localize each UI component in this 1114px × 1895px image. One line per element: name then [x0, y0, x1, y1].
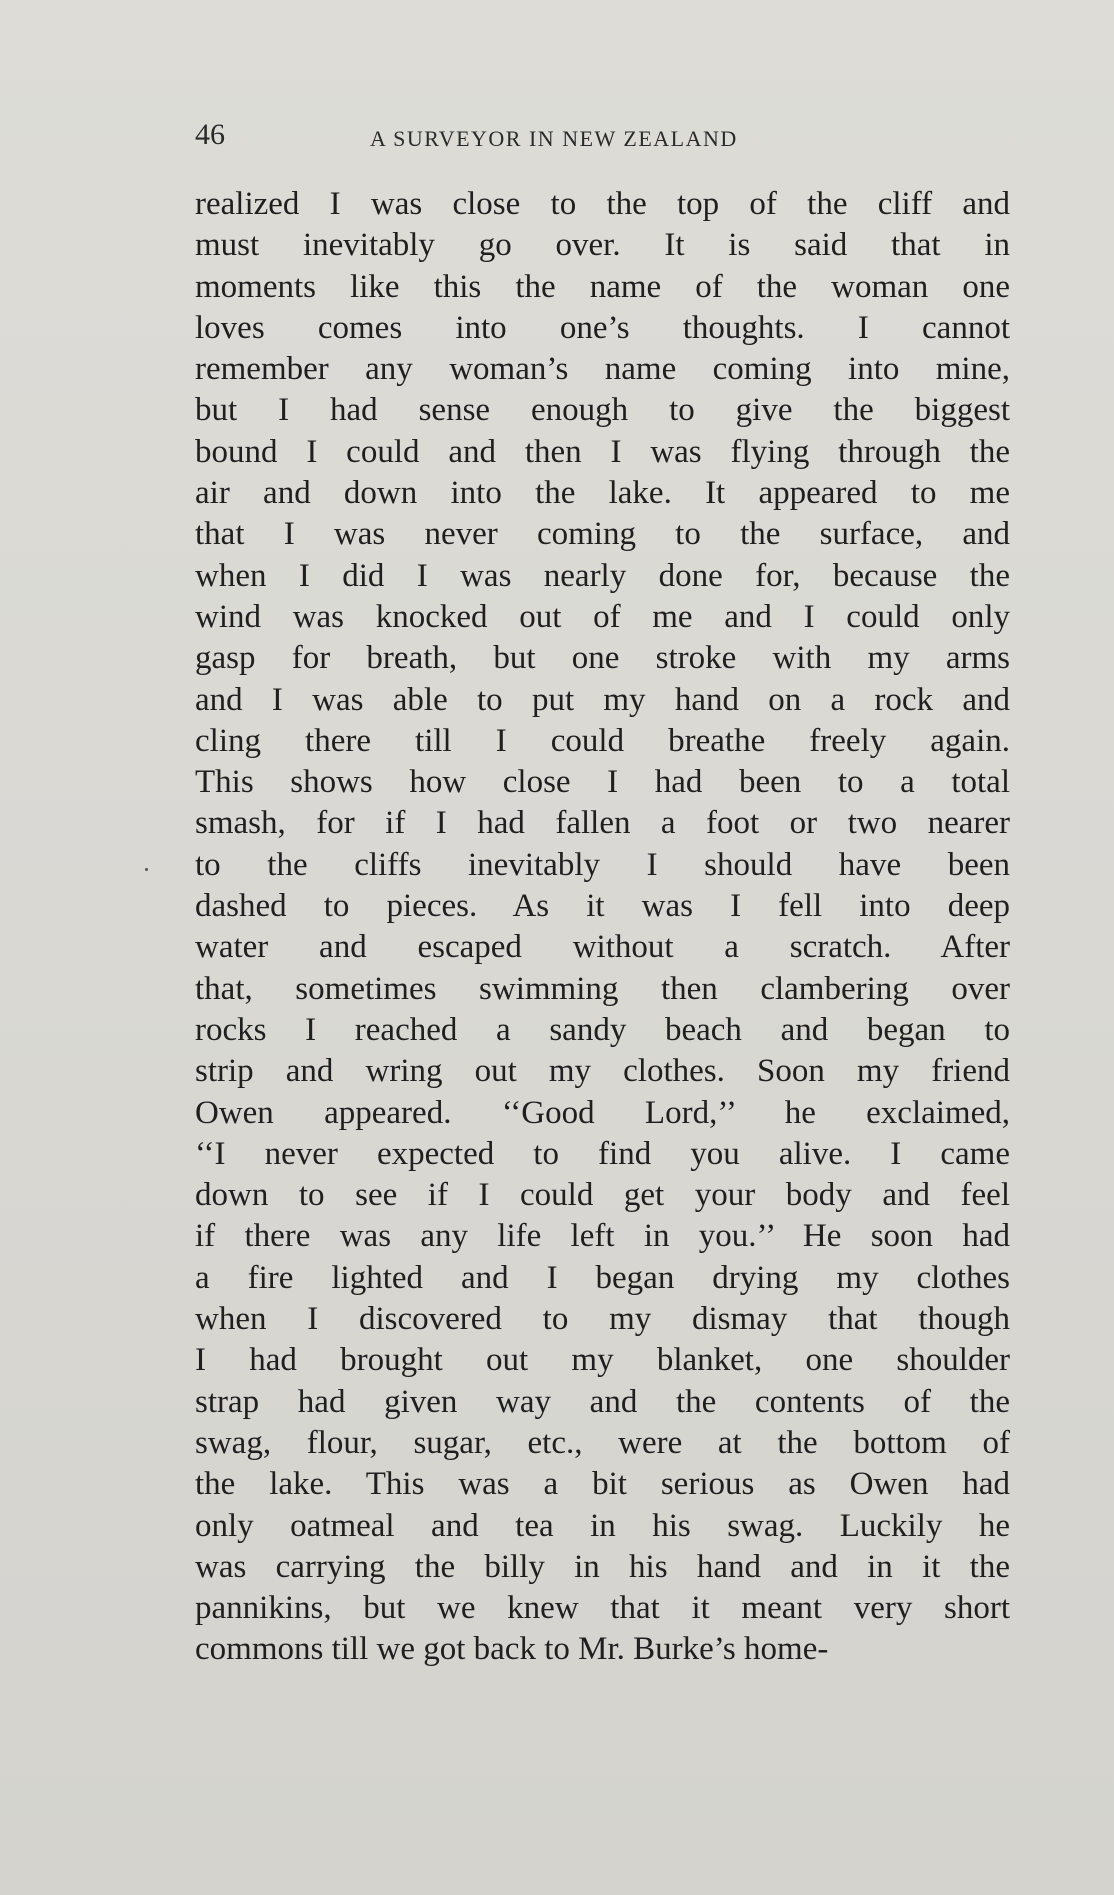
- text-line: bound I could and then I was flying through the: [195, 433, 1010, 470]
- text-line: that I was never coming to the surface, and: [195, 516, 1010, 553]
- text-line: wind was knocked out of me and I could only: [195, 598, 1010, 635]
- text-line: cling there till I could breathe freely again.: [195, 722, 1010, 759]
- text-line: gasp for breath, but one stroke with my arms: [195, 640, 1010, 677]
- text-line: if there was any life left in you.’’ He soon had: [195, 1218, 1010, 1255]
- text-line: must inevitably go over. It is said that in: [195, 227, 1010, 264]
- text-line: remember any woman’s name coming into mine,: [195, 351, 1010, 388]
- running-head: A SURVEYOR IN NEW ZEALAND: [370, 126, 738, 151]
- text-line: when I discovered to my dismay that though: [195, 1301, 1010, 1338]
- text-line: ‘‘I never expected to find you alive. I came: [195, 1135, 1010, 1172]
- text-line: strap had given way and the contents of the: [195, 1383, 1010, 1420]
- page-number: 46: [195, 118, 225, 151]
- text-line: that, sometimes swimming then clambering over: [195, 970, 1010, 1007]
- text-line: down to see if I could get your body and feel: [195, 1177, 1010, 1214]
- body-text: [195, 184, 1010, 1671]
- text-line: to the cliffs inevitably I should have been: [195, 846, 1010, 883]
- text-line: was carrying the billy in his hand and in it the: [195, 1548, 1010, 1585]
- text-line: commons till we got back to Mr. Burke’s home-: [195, 1631, 829, 1668]
- text-line: but I had sense enough to give the biggest: [195, 392, 1010, 429]
- text-line: a fire lighted and I began drying my clothes: [195, 1259, 1010, 1296]
- text-line: moments like this the name of the woman one: [195, 268, 1010, 305]
- text-line: dashed to pieces. As it was I fell into deep: [195, 888, 1010, 925]
- text-line: and I was able to put my hand on a rock and: [195, 681, 1010, 718]
- text-line: pannikins, but we knew that it meant very short: [195, 1590, 1010, 1627]
- text-line: rocks I reached a sandy beach and began to: [195, 1011, 1010, 1048]
- text-line: only oatmeal and tea in his swag. Luckily he: [195, 1507, 1010, 1544]
- text-line: smash, for if I had fallen a foot or two nearer: [195, 805, 1010, 842]
- text-line: realized I was close to the top of the cliff and: [195, 186, 1010, 222]
- text-line: water and escaped without a scratch. After: [195, 929, 1010, 966]
- text-line: loves comes into one’s thoughts. I cannot: [195, 309, 1010, 346]
- margin-speck: [145, 868, 148, 871]
- text-line: Owen appeared. ‘‘Good Lord,’’ he exclaimed,: [195, 1094, 1010, 1131]
- page-header: [195, 118, 1010, 158]
- text-line: when I did I was nearly done for, because the: [195, 557, 1010, 594]
- text-line: swag, flour, sugar, etc., were at the bottom of: [195, 1424, 1010, 1461]
- text-line: the lake. This was a bit serious as Owen had: [195, 1466, 1010, 1503]
- text-line: I had brought out my blanket, one shoulder: [195, 1342, 1010, 1379]
- text-line: This shows how close I had been to a total: [195, 764, 1010, 801]
- text-line: strip and wring out my clothes. Soon my friend: [195, 1053, 1010, 1090]
- text-line: air and down into the lake. It appeared to me: [195, 475, 1010, 512]
